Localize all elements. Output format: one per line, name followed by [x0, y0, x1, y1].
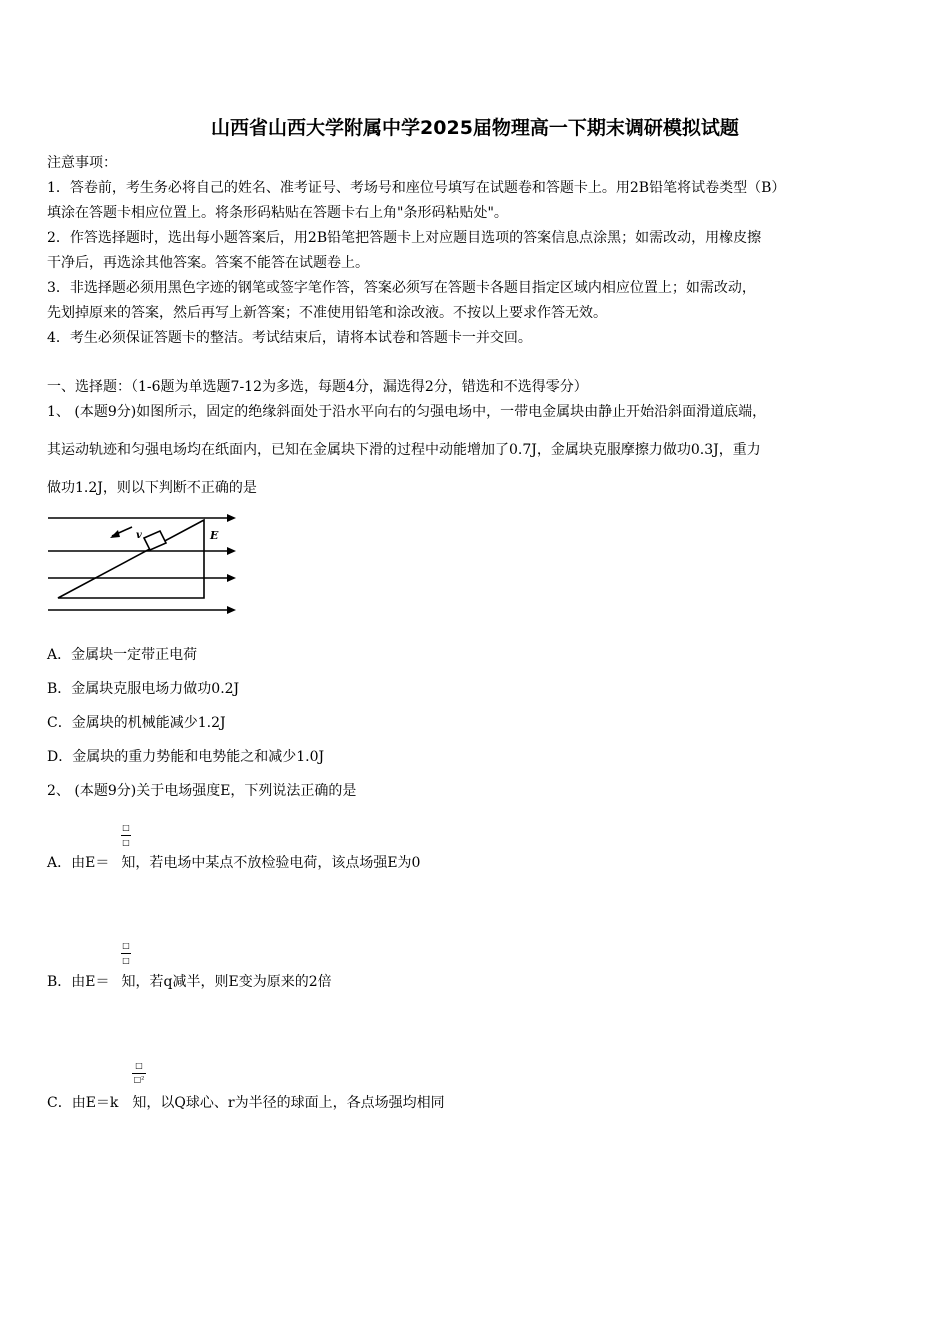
question-2-stem: 2、 (本题9分)关于电场强度E，下列说法正确的是 [47, 783, 357, 799]
q2-option-a-prefix: A．由E＝ [47, 855, 110, 871]
fraction-denominator: □ [122, 838, 130, 847]
notice-line: 2．作答选择题时，选出每小题答案后，用2B铅笔把答题卡上对应题目选项的答案信息点涂黑；如需改动，用橡皮擦 [47, 230, 762, 246]
notice-heading: 注意事项： [47, 155, 117, 171]
q2-option-c [47, 1092, 445, 1112]
question-1-line: 其运动轨迹和匀强电场均在纸面内，已知在金属块下滑的过程中动能增加了0.7J，金属块克服摩擦力做功0.3J，重力 [47, 442, 761, 458]
option-a: A．金属块一定带正电荷 [47, 647, 198, 663]
option-b: B．金属块克服电场力做功0.2J [47, 681, 240, 697]
notice-line: 1．答卷前，考生务必将自己的姓名、准考证号、考场号和座位号填写在试题卷和答题卡上。用2B铅笔将试卷类型（B） [47, 180, 786, 196]
q2-option-c-prefix: C．由E＝k [47, 1095, 119, 1111]
fraction-bar [132, 1073, 146, 1074]
notice-line: 4．考生必须保证答题卡的整洁。考试结束后，请将本试卷和答题卡一并交回。 [47, 330, 532, 346]
fraction-denominator: □² [133, 1075, 145, 1084]
velocity-label: v [136, 530, 142, 541]
notice-line: 3．非选择题必须用黑色字迹的钢笔或签字笔作答，答案必须写在答题卡各题目指定区域内相应位置上；如需改动， [47, 280, 756, 296]
fraction-bar [121, 835, 131, 836]
page-title: 山西省山西大学附属中学2025届物理高一下期末调研模拟试题 [211, 117, 739, 139]
fraction-numerator: □ [122, 823, 130, 832]
notice-line: 干净后，再选涂其他答案。答案不能答在试题卷上。 [47, 255, 369, 271]
question-1-line: 1、 (本题9分)如图所示，固定的绝缘斜面处于沿水平向右的匀强电场中，一带电金属块由静止开始沿斜面滑道底端， [47, 404, 767, 420]
q2-option-c-text: 知，以Q球心、r为半径的球面上，各点场强均相同 [132, 1095, 445, 1111]
option-d: D．金属块的重力势能和电势能之和减少1.0J [47, 749, 325, 765]
q2-option-a-text: 知，若电场中某点不放检验电荷，该点场强E为0 [121, 855, 421, 871]
fraction-denominator: □ [122, 956, 130, 965]
fraction-numerator: □ [135, 1061, 143, 1070]
q2-option-a [47, 852, 420, 872]
fraction-bar [121, 953, 131, 954]
field-label: E [210, 529, 219, 542]
q2-option-b-prefix: B．由E＝ [47, 974, 110, 990]
notice-line: 填涂在答题卡相应位置上。将条形码粘贴在答题卡右上角"条形码粘贴处"。 [47, 205, 508, 221]
fraction-numerator: □ [122, 941, 130, 950]
q2-option-b-text: 知，若q减半，则E变为原来的2倍 [121, 974, 332, 990]
notice-line: 先划掉原来的答案，然后再写上新答案；不准使用铅笔和涂改液。不按以上要求作答无效。 [47, 305, 607, 321]
section-heading: 一、选择题：（1-6题为单选题7-12为多选，每题4分，漏选得2分，错选和不选得零分） [47, 379, 588, 395]
option-c: C．金属块的机械能减少1.2J [47, 715, 226, 731]
incline-field-figure [44, 508, 240, 618]
q2-option-b [47, 971, 332, 991]
question-1-line: 做功1.2J，则以下判断不正确的是 [47, 480, 257, 496]
